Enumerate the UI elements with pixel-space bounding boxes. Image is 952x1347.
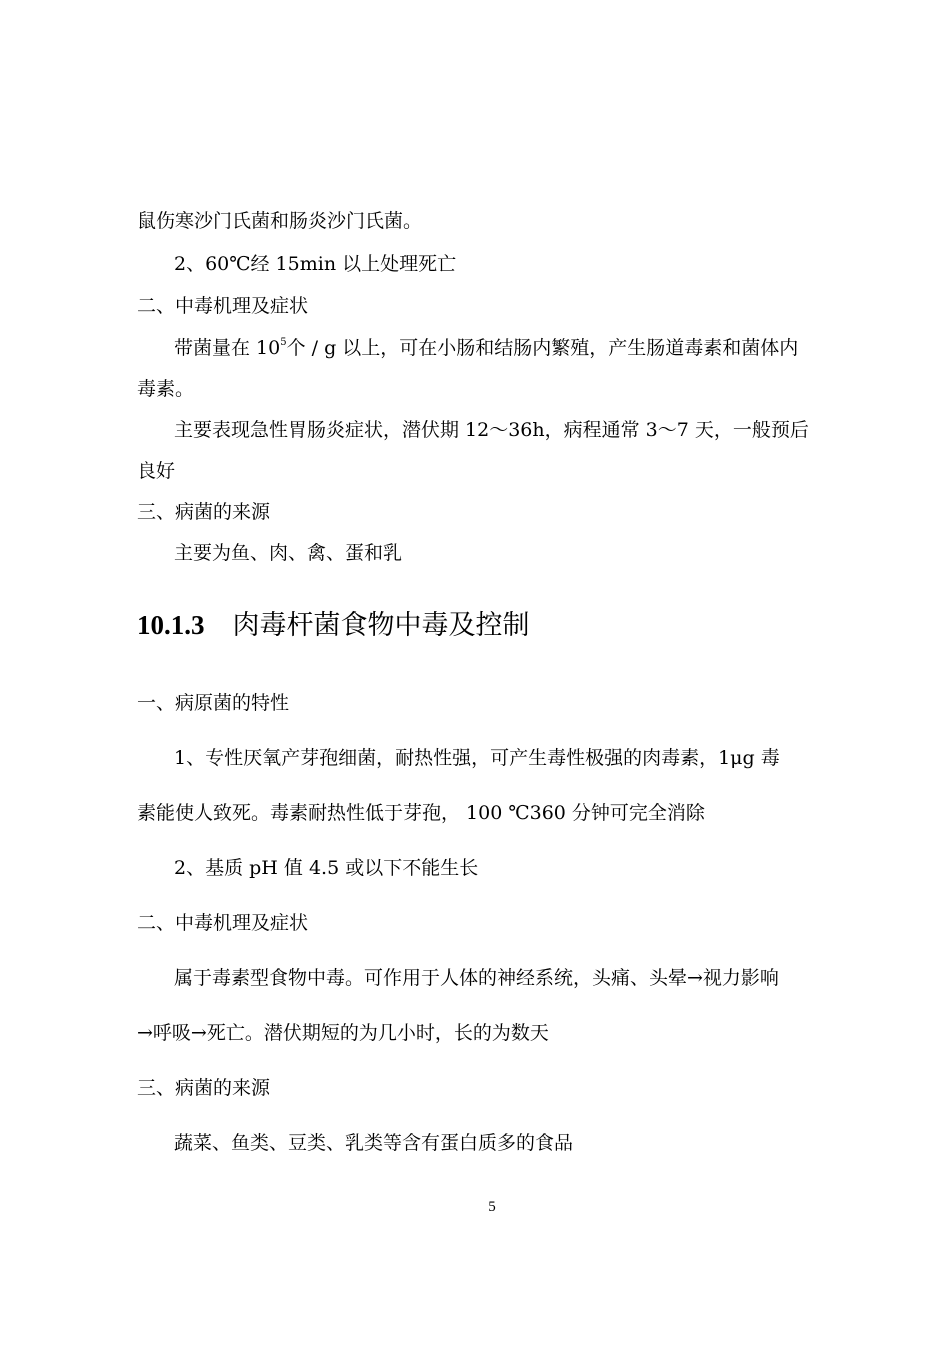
section-heading: 三、病菌的来源	[137, 501, 271, 523]
section-heading: 一、病原菌的特性	[137, 692, 290, 714]
paragraph-line: 主要表现急性胃肠炎症状，潜伏期 12～36h，病程通常 3～7 天，一般预后	[174, 419, 809, 441]
paragraph-line: 带菌量在 $10^5$个 / g 以上，可在小肠和结肠内繁殖，产生肠道毒素和菌体内	[174, 337, 799, 359]
paragraph-line: 2、基质 pH 值 4.5 或以下不能生长	[174, 857, 479, 879]
paragraph-line: 1、专性厌氧产芽孢细菌，耐热性强，可产生毒性极强的肉毒素，1μg 毒	[174, 747, 780, 769]
section-heading: 三、病菌的来源	[137, 1077, 271, 1099]
chapter-heading	[137, 608, 530, 643]
heading-title: 肉毒杆菌食物中毒及控制	[232, 610, 530, 641]
paragraph-line: 2、60℃经 15min 以上处理死亡	[174, 253, 457, 275]
paragraph-line: 鼠伤寒沙门氏菌和肠炎沙门氏菌。	[137, 210, 423, 232]
page-number: 5	[488, 1199, 496, 1215]
paragraph-line: 毒素。	[137, 378, 195, 400]
paragraph-line: 素能使人致死。毒素耐热性低于芽孢， 100 ℃360 分钟可完全消除	[137, 802, 705, 824]
paragraph-line: 主要为鱼、肉、禽、蛋和乳	[174, 542, 403, 564]
paragraph-line: →呼吸→死亡。潜伏期短的为几小时，长的为数天	[137, 1022, 549, 1044]
paragraph-line: 蔬菜、鱼类、豆类、乳类等含有蛋白质多的食品	[174, 1132, 574, 1154]
paragraph-line: 属于毒素型食物中毒。可作用于人体的神经系统，头痛、头晕→视力影响	[174, 967, 779, 989]
section-heading: 二、中毒机理及症状	[137, 295, 309, 317]
section-heading: 二、中毒机理及症状	[137, 912, 309, 934]
paragraph-line: 良好	[137, 460, 176, 482]
heading-number: 10.1.3	[137, 610, 205, 640]
